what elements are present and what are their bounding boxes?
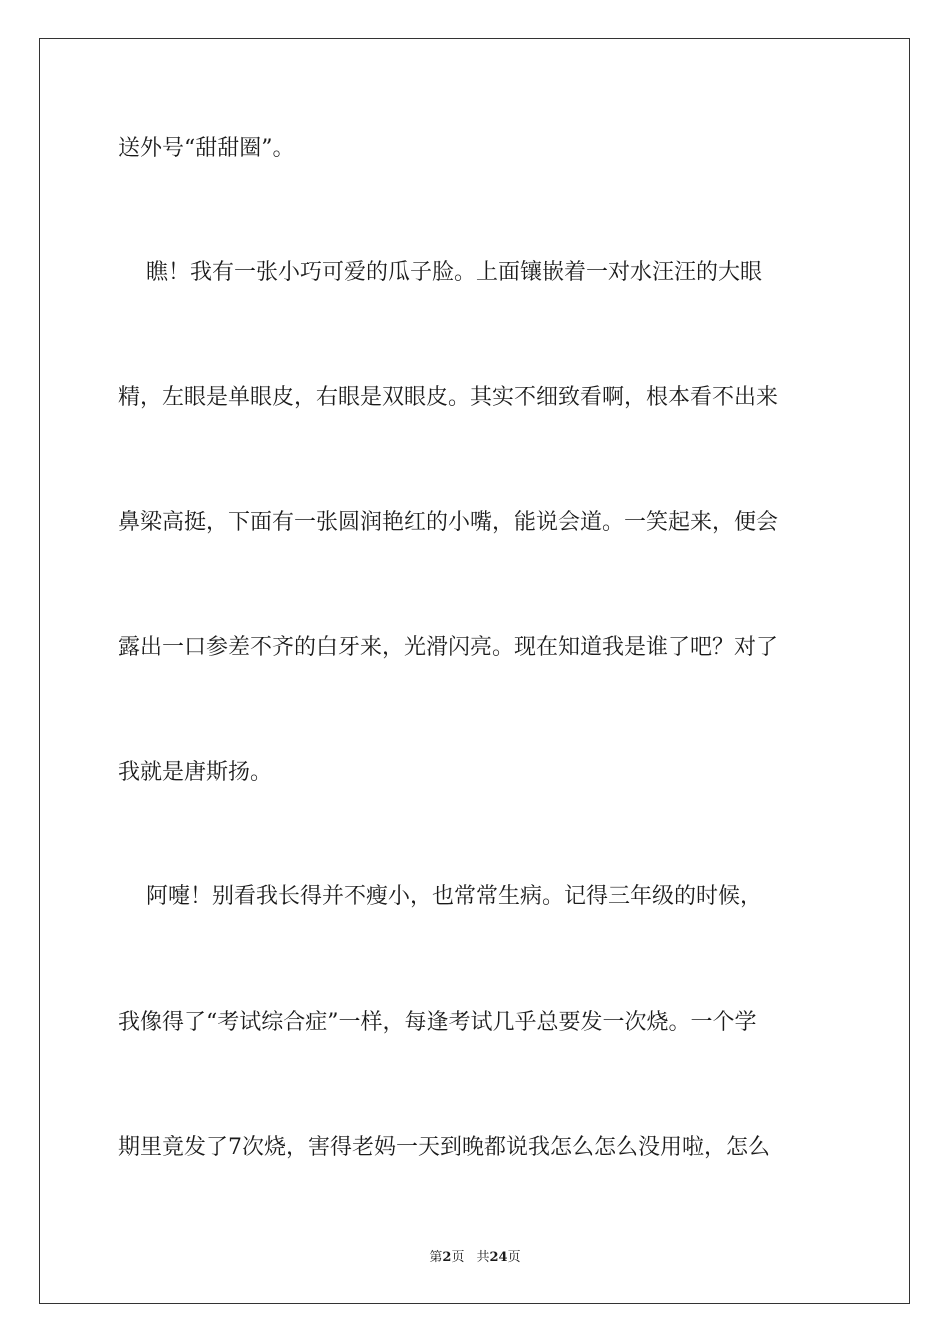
- page-number: 2: [442, 1250, 452, 1265]
- total-prefix: 共: [476, 1250, 490, 1265]
- total-suffix: 页: [507, 1250, 521, 1265]
- page-frame: [39, 38, 910, 1304]
- page-suffix: 页: [451, 1250, 465, 1265]
- text-line-6: 我就是唐斯扬。: [118, 760, 273, 785]
- text-line-4: 鼻梁高挺，下面有一张圆润艳红的小嘴，能说会道。一笑起来，便会: [118, 510, 779, 535]
- text-line-2: 瞧！我有一张小巧可爱的瓜子脸。上面镶嵌着一对水汪汪的大眼: [118, 260, 762, 285]
- page-footer: [0, 1246, 950, 1265]
- page-prefix: 第: [429, 1250, 443, 1265]
- text-line-7: 阿嚏！别看我长得并不瘦小，也常常生病。记得三年级的时候，: [118, 884, 762, 909]
- total-pages: 24: [489, 1250, 508, 1265]
- text-line-8: 我像得了“考试综合症”一样，每逢考试几乎总要发一次烧。一个学: [118, 1010, 757, 1035]
- text-line-3: 精，左眼是单眼皮，右眼是双眼皮。其实不细致看啊，根本看不出来: [118, 385, 779, 410]
- text-line-9: 期里竟发了7次烧，害得老妈一天到晚都说我怎么怎么没用啦，怎么: [118, 1135, 770, 1160]
- text-line-1: 送外号“甜甜圈”。: [118, 136, 295, 161]
- text-line-5: 露出一口参差不齐的白牙来，光滑闪亮。现在知道我是谁了吧？对了: [118, 635, 779, 660]
